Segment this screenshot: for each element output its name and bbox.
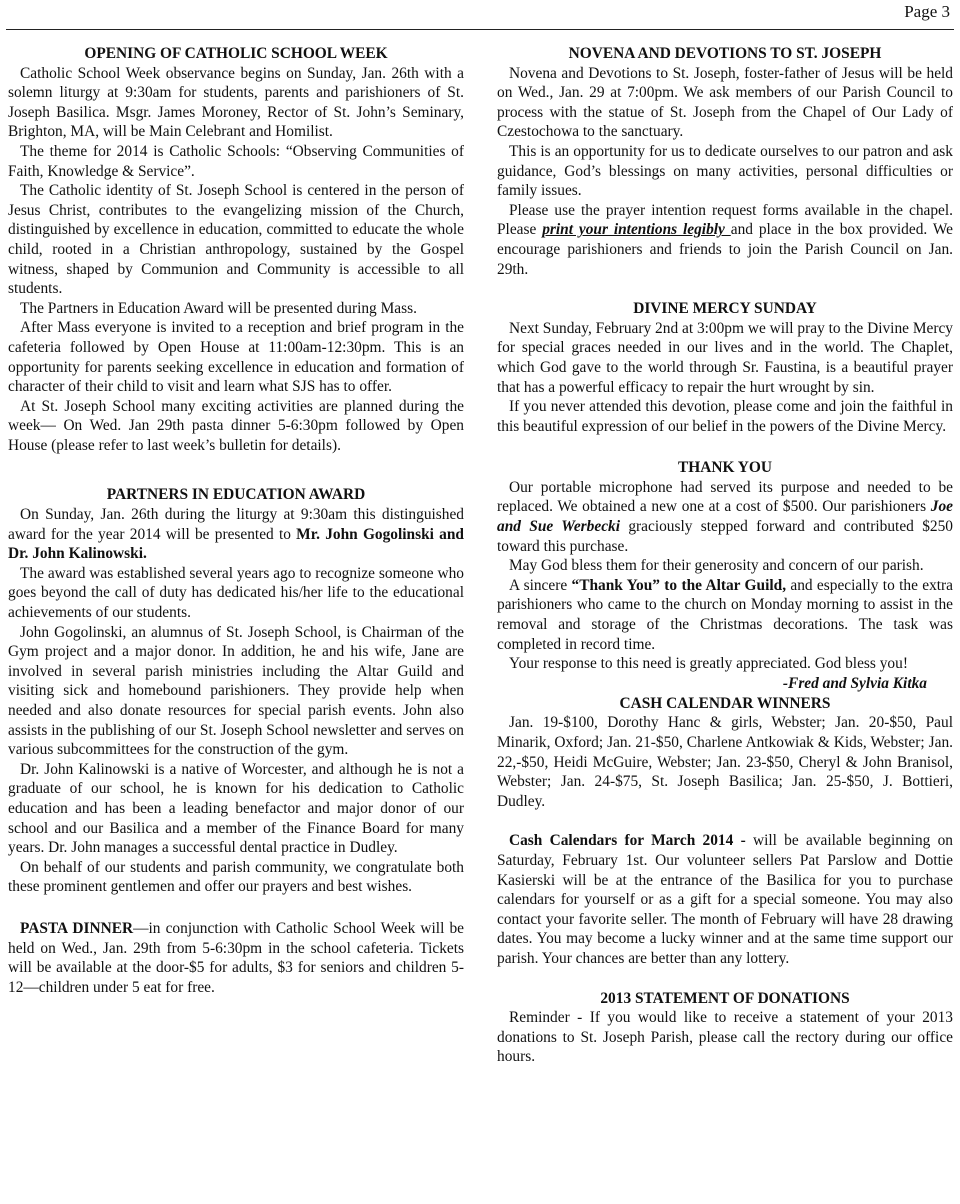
opening-paragraph-3: The Catholic identity of St. Joseph School is centered in the person of Jesus Christ, contributes to the evangelizing mission of the Church, distinguished by excellence in education, committed to educate the whole child, rooted in a Christian anthropology, sustained by the Gospel witness, shaped by Communion and Community is accessible to all students. <box>8 182 464 298</box>
opening-paragraph-5: After Mass everyone is invited to a reception and brief program in the cafeteria followed by Open House at 11:00am-12:30pm. This is an opportunity for parents seeking excellence in education and formation of character of their child to visit and learn what SJS has to offer. <box>8 319 464 396</box>
partners-title: PARTNERS IN EDUCATION AWARD <box>106 486 366 504</box>
mercy-title: DIVINE MERCY SUNDAY <box>633 300 817 318</box>
thanks-paragraph-1 <box>497 478 953 556</box>
thanks-paragraph-4-text: Your response to this need is greatly appreciated. God bless you! <box>509 655 908 673</box>
thanks-paragraph-3-text-a: A sincere <box>509 576 572 594</box>
novena-paragraph-2: This is an opportunity for us to dedicate ourselves to our patron and ask guidance, God’s blessings on many activities, personal difficulties or family issues. <box>497 142 953 200</box>
novena-title: NOVENA AND DEVOTIONS TO ST. JOSEPH <box>568 45 882 62</box>
mercy-section <box>497 299 953 436</box>
thanks-paragraph-3 <box>497 576 953 654</box>
thanks-paragraph-1-text-c: graciously stepped forward and contributed $250 toward this purchase. <box>497 518 953 555</box>
partners-paragraph-3: John Gogolinski, an alumnus of St. Joseph School, is Chairman of the Gym project and a major donor. In addition, he and his wife, Jane are involved in several parish ministries including the Altar Guild and visiting sick and homebound parishioners. They provide help when needed and also donate resources for special parish events. John also assists in the publishing of our St. Joseph School newsletter and serves on various subcommittees for the construction of the gym. <box>8 623 464 759</box>
thanks-signature: -Fred and Sylvia Kitka <box>782 674 927 692</box>
partners-paragraph-4: Dr. John Kalinowski is a native of Worcester, and although he is not a graduate of our school, he is known for his dedication to Catholic education and has been a leading benefactor and major donor of our school and our Basilica and a member of the Finance Board for many years. Dr. John manages a successful dental practice in Dudley. <box>8 760 464 857</box>
header-rule <box>6 29 954 30</box>
partners-paragraph-1-text: On Sunday, Jan. 26th during the liturgy at 9:30am this distinguished award for the year 2014 will be presented to <box>8 506 464 543</box>
page-header <box>0 0 960 34</box>
thanks-paragraph-3-text-c: and especially to the extra parishioners who came to the church on Monday morning to assist in the removal and storage of the Christmas decorations. The task was completed in record time. <box>497 576 953 653</box>
partners-section <box>8 485 464 896</box>
pasta-section <box>8 919 464 997</box>
thanks-section <box>497 458 953 692</box>
pasta-text: —in conjunction with Catholic School Week will be held on Wed., Jan. 29th from 5-6:30pm in the school cafeteria. Tickets will be available at the door-$5 for adults, $3 for seniors and children 5-12—children under 5 eat for free. <box>8 919 464 996</box>
right-column <box>497 44 953 1067</box>
thanks-paragraph-4 <box>497 654 953 692</box>
altar-guild-thanks: “Thank You” to the Altar Guild, <box>571 576 787 594</box>
novena-paragraph-3-text-c: and place in the box provided. We encourage parishioners and friends to join the Parish Council on Jan. 29th. <box>497 221 953 278</box>
partners-paragraph-5: On behalf of our students and parish community, we congratulate both these prominent gentlemen and offer our prayers and best wishes. <box>8 858 464 896</box>
left-column <box>8 44 464 997</box>
donor-names: Joe and Sue Werbecki <box>497 498 953 536</box>
march-calendar-text: will be available beginning on Saturday, February 1st. Our volunteer sellers Pat Parslow and Dottie Kasierski will be at the entrance of the Basilica for you to purchase calendars for yourself or as a gift for a special someone. You may also contact your favorite seller. The month of February will have 28 drawing dates. You may become a lucky winner and at the same time support our parish. Your chances are better than any lottery. <box>497 832 953 967</box>
thanks-paragraph-1-text-a: Our portable microphone had served its purpose and needed to be replaced. We obtained a new one at a cost of $500. Our parishioners <box>497 478 953 516</box>
novena-section <box>497 44 953 279</box>
partners-paragraph-1 <box>8 505 464 564</box>
march-calendar-paragraph <box>497 831 953 968</box>
donations-paragraph: Reminder - If you would like to receive a statement of your 2013 donations to St. Joseph Parish, please call the rectory during our office hours. <box>497 1009 953 1066</box>
mercy-paragraph-1: Next Sunday, February 2nd at 3:00pm we will pray to the Divine Mercy for special graces needed in our lives and in the world. The Chaplet, which God gave to the world through Sr. Faustina, is a beautiful prayer that has a powerful efficacy to repair the hurt wrought by sin. <box>497 319 953 396</box>
pasta-paragraph <box>8 919 464 997</box>
award-recipients: Mr. John Gogolinski and Dr. John Kalinowski. <box>8 525 464 563</box>
opening-paragraph-2: The theme for 2014 is Catholic Schools: “Observing Communities of Faith, Knowledge & Service”. <box>8 142 464 180</box>
thanks-paragraph-2: May God bless them for their generosity and concern of our parish. <box>509 557 924 575</box>
march-calendar-lead: Cash Calendars for March 2014 - <box>509 832 746 850</box>
page-number: Page 3 <box>904 2 950 21</box>
thanks-title: THANK YOU <box>678 459 772 477</box>
opening-paragraph-6: At St. Joseph School many exciting activities are planned during the week— On Wed. Jan 29th pasta dinner 5-6:30pm followed by Open House (please refer to last week’s bulletin for details). <box>8 397 464 454</box>
novena-paragraph-1: Novena and Devotions to St. Joseph, foster-father of Jesus will be held on Wed., Jan. 29 at 7:00pm. We ask members of our Parish Council to process with the statue of St. Joseph from the Chapel of Our Lady of Czestochowa to the sanctuary. <box>497 64 953 141</box>
opening-paragraph-4: The Partners in Education Award will be presented during Mass. <box>20 299 417 317</box>
cash-calendar-winners: Jan. 19-$100, Dorothy Hanc & girls, Webster; Jan. 20-$50, Paul Minarik, Oxford; Jan. 21-$50, Charlene Antkowiak & Kids, Webster; Jan. 22,-$50, Heidi McGuire, Webster; Jan. 23-$50, Cheryl & John Branisol, Webster; Jan. 24-$75, St. Joseph Basilica; Jan. 25-$50, J. Bottieri, Dudley. <box>497 714 953 810</box>
opening-title: OPENING OF CATHOLIC SCHOOL WEEK <box>84 45 388 62</box>
cash-calendar-title: CASH CALENDAR WINNERS <box>619 694 831 712</box>
novena-paragraph-3 <box>497 201 953 279</box>
novena-paragraph-3-text-a: Please use the prayer intention request forms available in the chapel. Please <box>497 201 953 239</box>
pasta-lead: PASTA DINNER <box>20 919 134 937</box>
donations-title: 2013 STATEMENT OF DONATIONS <box>600 989 850 1007</box>
donations-section <box>497 989 953 1067</box>
opening-paragraph-1: Catholic School Week observance begins on Sunday, Jan. 26th with a solemn liturgy at 9:30am for students, parents and parishioners of St. Joseph Basilica. Msgr. James Moroney, Rector of St. John’s Seminary, Brighton, MA, will be Main Celebrant and Homilist. <box>8 64 464 141</box>
novena-emphasis: print your intentions legibly <box>542 221 731 239</box>
opening-section <box>8 44 464 455</box>
partners-paragraph-2: The award was established several years ago to recognize someone who goes beyond the call of duty has dedicated his/her life to the educational achievements of our students. <box>8 564 464 622</box>
mercy-paragraph-2: If you never attended this devotion, please come and join the faithful in this beautiful expression of our belief in the powers of the Divine Mercy. <box>497 398 953 435</box>
march-calendar-section <box>497 831 953 968</box>
cash-calendar-section <box>497 694 953 812</box>
